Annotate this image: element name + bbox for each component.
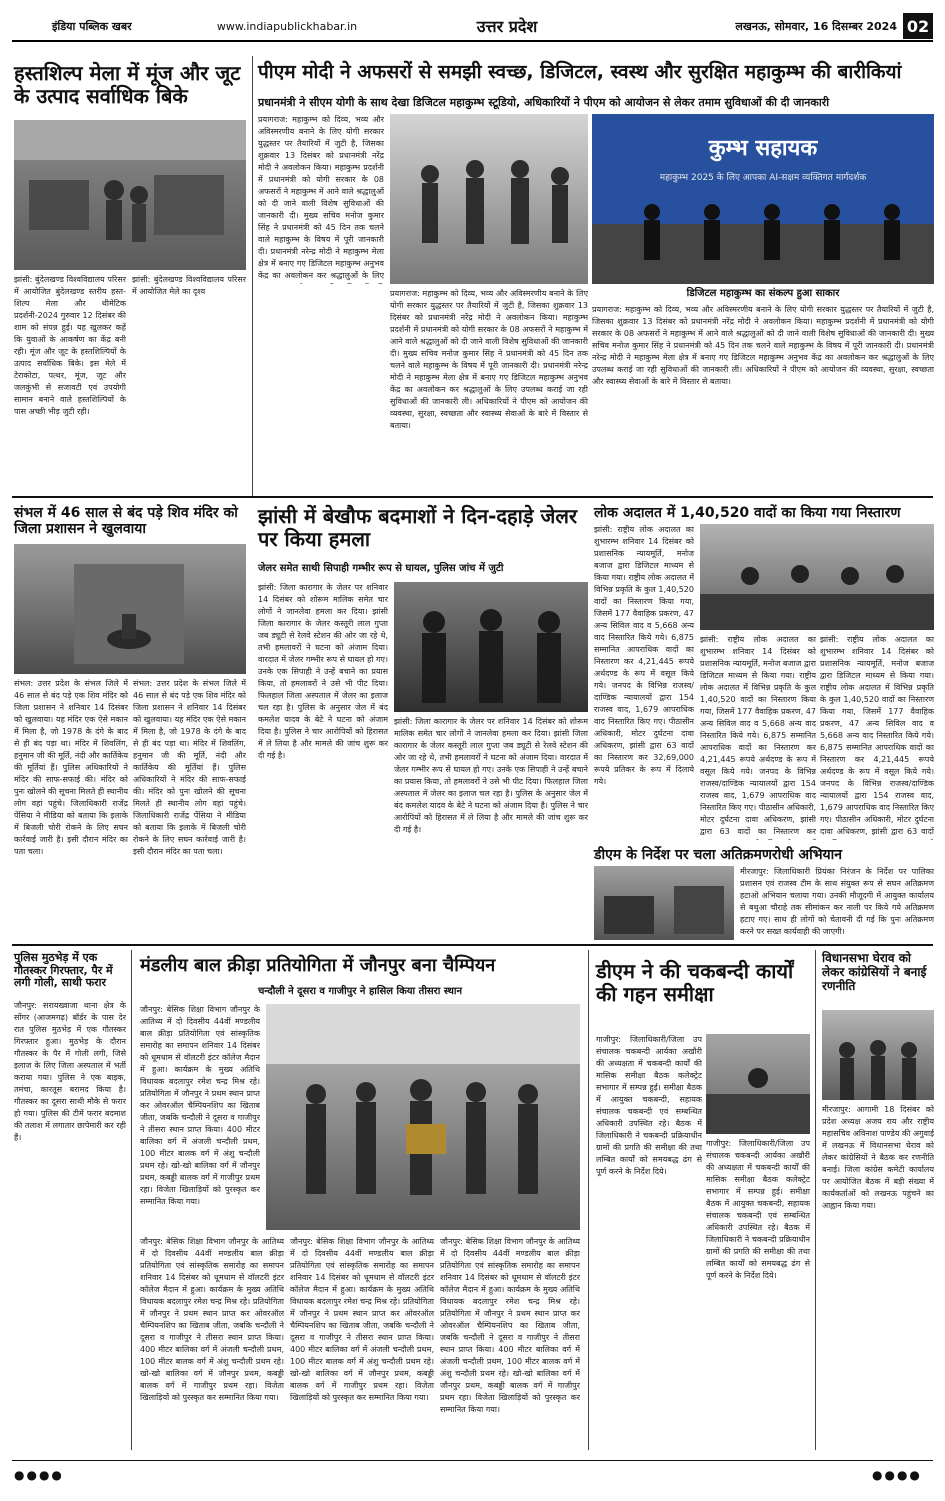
chakbandi-body-col1: गाजीपुर: जिलाधिकारी/जिला उप संचालक चकबन्दी आर्यका अखौरी की अध्यक्षता में चकबन्दी कार्यों की मासिक समीक्षा बैठक कलेक्ट्रेट सभागार में सम्पन्न हुई। समीक्षा बैठक में आयुक्त चकबन्दी, सहायक संचालक चकबन्दी एवं सम्बन्धित अधिकारी उपस्थित रहे। बैठक में जिलाधिकारी ने चकबन्दी प्रक्रियाधीन ग्रामों की प्रगति की समीक्षा की तथा लम्बित कार्यों को समयबद्ध ढंग से पूर्ण करने के निर्देश दिये।: [596, 1035, 702, 1176]
sambhal-photo-art: [14, 544, 246, 674]
sambhal-headline: संभल में 46 साल से बंद पड़े शिव मंदिर को जिला प्रशासन ने खुलवाया: [14, 505, 238, 538]
sports-photo: [266, 1004, 580, 1230]
kumbh-stage-art: [592, 114, 934, 284]
column-divider-4: [815, 950, 816, 1450]
column-divider-3: [588, 950, 589, 1450]
footer-dots-left: ●●●●: [14, 1468, 64, 1482]
pm-modi-caption: डिजिटल महाकुम्भ का संकल्प हुआ साकार: [686, 288, 840, 299]
sports-body-col3: जौनपुर: बेसिक शिक्षा विभाग जौनपुर के आतिथ्य में दो दिवसीय 44वीं मण्डलीय बाल क्रीड़ा प्रतियोगिता एवं सांस्कृतिक समारोह का समापन शनिवार 14 दिसंबर को धूमधाम से वॉलटरी इंटर कॉलेज मैदान में हुआ। कार्यक्रम के मुख्य अतिथि विधायक बदलापुर रमेश चन्द्र मिश्र रहे। प्रतियोगिता में जौनपुर ने प्रथम स्थान प्राप्त कर ओवरऑल चैम्पियनशिप का खिताब जीता, जबकि चन्दौली ने दूसरा व गाजीपुर ने तीसरा स्थान प्राप्त किया। 400 मीटर बालिका वर्ग में अंजली चन्दौली प्रथम, 100 मीटर बालक वर्ग में अंशु चन्दौली प्रथम रहे। खो-खो बालिका वर्ग में जौनपुर प्रथम, कबड्डी बालक वर्ग में गाजीपुर प्रथम रहा। विजेता खिलाड़ियों को पुरस्कृत कर सम्मानित किया गया।: [290, 1237, 434, 1402]
pm-modi-photo-art: [390, 114, 588, 284]
handicraft-headline: हस्तशिल्प मेला में मूंज और जूट के उत्पाद सर्वाधिक बिके: [14, 61, 241, 108]
chakbandi-body-col2: गाजीपुर: जिलाधिकारी/जिला उप संचालक चकबन्दी आर्यका अखौरी की अध्यक्षता में चकबन्दी कार्यों की मासिक समीक्षा बैठक कलेक्ट्रेट सभागार में सम्पन्न हुई। समीक्षा बैठक में आयुक्त चकबन्दी, सहायक संचालक चकबन्दी एवं सम्बन्धित अधिकारी उपस्थित रहे। बैठक में जिलाधिकारी ने चकबन्दी प्रक्रियाधीन ग्रामों की प्रगति की समीक्षा की तथा लम्बित कार्यों को समयबद्ध ढंग से पूर्ण करने के निर्देश दिये।: [706, 1139, 810, 1280]
lok-adalat-headline: लोक अदालत में 1,40,520 वादों का किया गया निस्तारण: [594, 505, 901, 521]
sambhal-temple-photo: [14, 544, 246, 674]
sports-body-col4: जौनपुर: बेसिक शिक्षा विभाग जौनपुर के आतिथ्य में दो दिवसीय 44वीं मण्डलीय बाल क्रीड़ा प्रतियोगिता एवं सांस्कृतिक समारोह का समापन शनिवार 14 दिसंबर को धूमधाम से वॉलटरी इंटर कॉलेज मैदान में हुआ। कार्यक्रम के मुख्य अतिथि विधायक बदलापुर रमेश चन्द्र मिश्र रहे। प्रतियोगिता में जौनपुर ने प्रथम स्थान प्राप्त कर ओवरऑल चैम्पियनशिप का खिताब जीता, जबकि चन्दौली ने दूसरा व गाजीपुर ने तीसरा स्थान प्राप्त किया। 400 मीटर बालिका वर्ग में अंजली चन्दौली प्रथम, 100 मीटर बालक वर्ग में अंशु चन्दौली प्रथम रहे। खो-खो बालिका वर्ग में जौनपुर प्रथम, कबड्डी बालक वर्ग में गाजीपुर प्रथम रहा। विजेता खिलाड़ियों को पुरस्कृत कर सम्मानित किया गया।: [440, 1237, 580, 1414]
lok-adalat-body-col2: झांसी: राष्ट्रीय लोक अदालत का शुभारम्भ शनिवार 14 दिसंबर को प्रशासनिक न्यायमूर्ति, मनोज बजाज द्वारा डिजिटल माध्यम से किया गया। राष्ट्रीय लोक अदालत में विभिन्न प्रकृति के कुल 1,40,520 वादों का निस्तारण किया गया, जिसमें 177 वैवाहिक प्रकरण, 47 अन्य सिविल वाद व 5,668 अन्य वाद निस्तारित किये गये। 6,875 सम्मानित आपराधिक वादों का निस्तारण कर 4,21,445 रूपये अर्थदण्ड के रूप में वसूल किये गये। जनपद के विभिन्न राजस्व/दाण्डिक न्यायालयों द्वारा 154 राजस्व वाद, 1,679 आपराधिक वाद निस्तारित किए गए। पीठासीन अधिकारी, मोटर दुर्घटना दावा अधिकरण, झांसी द्वारा 63 वादों का निस्तारण कर: [700, 635, 816, 836]
chakbandi-headline: डीएम ने की चकबन्दी कार्यों की गहन समीक्षा: [596, 959, 794, 1006]
jhansi-body-col2: झांसी: जिला कारागार के जेलर पर शनिवार 14 दिसंबर को शोरूम मालिक समेत चार लोगों ने जानलेवा हमला कर दिया। झांसी जिला कारागार के जेलर कस्तूरी लाल गुप्ता जब ड्यूटी से रेलवे स्टेशन की ओर जा रहे थे, तभी हमलावरों ने घटना को अंजाम दिया। वारदात में जेलर गम्भीर रूप से घायल हो गए। उनके एक सिपाही ने उन्हें बचाने का प्रयास किया, तो हमलावरों ने उसे भी पीट दिया। फिलहाल जिला अस्पताल में जेलर का इलाज चल रहा है। पुलिस के अनुसार जेल में बंद कमलेश यादव के बेटे ने घटना को अंजाम दिया है। पुलिस ने चार आरोपियों को हिरासत में ले लिया है और मामले की जांच शुरू कर दी गई है।: [394, 717, 588, 834]
pm-modi-body-col2: प्रयागराज: महाकुम्भ को दिव्य, भव्य और अविस्मरणीय बनाने के लिए योगी सरकार युद्धस्तर पर तैयारियों में जुटी है, जिसका शुक्रवार 13 दिसंबर को प्रधानमंत्री नरेंद्र मोदी ने अवलोकन किया। महाकुम्भ प्रदर्शनी में प्रधानमंत्री को योगी सरकार के 08 अफसरों ने महाकुम्भ में आने वाले श्रद्धालुओं को दी जाने वाली विशेष सुविधाओं की जानकारी दी। मुख्य सचिव मनोज कुमार सिंह ने प्रधानमंत्री को 45 दिन तक चलने वाले महाकुम्भ के विषय में पूरी जानकारी दी। प्रधानमंत्री नरेन्द्र मोदी ने महाकुम्भ मेला क्षेत्र में बनाए गए डिजिटल महाकुम्भ अनुभव केंद्र का अवलोकन कर श्रद्धालुओं के लिए उपलब्ध कराई जा रही सुविधाओं की जानकारी ली। अधिकारियों ने पीएम को आयोजन की व्यवस्था, सुरक्षा, स्वच्छता और स्वास्थ्य सेवाओं के बारे में विस्तार से बताया।: [390, 289, 588, 430]
kumbh-banner-title: कुम्भ सहायक: [708, 136, 818, 161]
footer-rule: [12, 1460, 933, 1461]
pm-modi-body-col3: प्रयागराज: महाकुम्भ को दिव्य, भव्य और अविस्मरणीय बनाने के लिए योगी सरकार युद्धस्तर पर तैयारियों में जुटी है, जिसका शुक्रवार 13 दिसंबर को प्रधानमंत्री नरेंद्र मोदी ने अवलोकन किया। महाकुम्भ प्रदर्शनी में प्रधानमंत्री को योगी सरकार के 08 अफसरों ने महाकुम्भ में आने वाले श्रद्धालुओं को दी जाने वाली विशेष सुविधाओं की जानकारी दी। मुख्य सचिव मनोज कुमार सिंह ने प्रधानमंत्री को 45 दिन तक चलने वाले महाकुम्भ के विषय में पूरी जानकारी दी। प्रधानमंत्री नरेन्द्र मोदी ने महाकुम्भ मेला क्षेत्र में बनाए गए डिजिटल महाकुम्भ अनुभव केंद्र का अवलोकन कर श्रद्धालुओं के लिए उपलब्ध कराई जा रही सुविधाओं की जानकारी ली। अधिकारियों ने पीएम को आयोजन की व्यवस्था, सुरक्षा, स्वच्छता और स्वास्थ्य सेवाओं के बारे में विस्तार से बताया।: [592, 305, 934, 386]
sambhal-body-col2: संभल: उत्तर प्रदेश के संभल जिले में 46 साल से बंद पड़े एक शिव मंदिर को जिला प्रशासन ने शनिवार 14 दिसंबर को खुलवाया। यह मंदिर एक ऐसे मकान में मिला है, जो 1978 के दंगे के बाद से ही बंद पड़ा था। मंदिर में शिवलिंग, हनुमान जी की मूर्ति, नंदी और कार्तिकेय की मूर्तियां हैं। पुलिस अधिकारियों ने मंदिर की साफ-सफाई की। मंदिर को पुनः खोलने की सूचना मिलते ही स्थानीय लोग वहां पहुंचे। जिलाधिकारी राजेंद्र पेंसिया ने मीडिया को बताया कि इलाके में बिजली चोरी रोकने के लिए सघन कार्रवाई जारी है। इसी दौरान मंदिर का पता चला।: [133, 679, 246, 856]
jhansi-body-col1: झांसी: जिला कारागार के जेलर पर शनिवार 14 दिसंबर को शोरूम मालिक समेत चार लोगों ने जानलेवा हमला कर दिया। झांसी जिला कारागार के जेलर कस्तूरी लाल गुप्ता जब ड्यूटी से रेलवे स्टेशन की ओर जा रहे थे, तभी हमलावरों ने घटना को अंजाम दिया। वारदात में जेलर गम्भीर रूप से घायल हो गए। उनके एक सिपाही ने उन्हें बचाने का प्रयास किया, तो हमलावरों ने उसे भी पीट दिया। फिलहाल जिला अस्पताल में जेलर का इलाज चल रहा है। पुलिस के अनुसार जेल में बंद कमलेश यादव के बेटे ने घटना को अंजाम दिया है। पुलिस ने चार आरोपियों को हिरासत में ले लिया है और मामले की जांच शुरू कर दी गई है।: [258, 583, 388, 760]
handicraft-photo-art: [14, 120, 246, 270]
sports-photo-art: [266, 1004, 580, 1230]
congress-photo: [822, 1010, 934, 1100]
column-divider-2: [131, 950, 132, 1450]
lok-adalat-photo-art: [700, 524, 934, 630]
arrest-body: जौनपुर: सरायख्वाजा थाना क्षेत्र के सोंगर (आजमगढ़) बॉर्डर के पास देर रात पुलिस मुठभेड़ में एक गौतस्कर गिरफ्तार हुआ। मुठभेड़ के दौरान गौतस्कर के पैर में गोली लगी, जिसे इलाज के लिए जिला अस्पताल में भर्ती कराया गया। पुलिस ने एक बाइक, तमंचा, कारतूस बरामद किया है। गौतस्कर का दूसरा साथी मौके से फरार हो गया। पुलिस की टीमें फरार बदमाश की तलाश में लगातार छापेमारी कर रही हैं।: [14, 1001, 126, 1142]
sports-headline: मंडलीय बाल क्रीड़ा प्रतियोगिता में जौनपुर बना चैम्पियन: [140, 955, 496, 976]
sports-body-col1: जौनपुर: बेसिक शिक्षा विभाग जौनपुर के आतिथ्य में दो दिवसीय 44वीं मण्डलीय बाल क्रीड़ा प्रतियोगिता एवं सांस्कृतिक समारोह का समापन शनिवार 14 दिसंबर को धूमधाम से वॉलटरी इंटर कॉलेज मैदान में हुआ। कार्यक्रम के मुख्य अतिथि विधायक बदलापुर रमेश चन्द्र मिश्र रहे। प्रतियोगिता में जौनपुर ने प्रथम स्थान प्राप्त कर ओवरऑल चैम्पियनशिप का खिताब जीता, जबकि चन्दौली ने दूसरा व गाजीपुर ने तीसरा स्थान प्राप्त किया। 400 मीटर बालिका वर्ग में अंजली चन्दौली प्रथम, 100 मीटर बालक वर्ग में अंशु चन्दौली प्रथम रहे। खो-खो बालिका वर्ग में जौनपुर प्रथम, कबड्डी बालक वर्ग में गाजीपुर प्रथम रहा। विजेता खिलाड़ियों को पुरस्कृत कर सम्मानित किया गया।: [140, 1005, 260, 1206]
section-divider-2: [12, 944, 933, 946]
publication-name: इंडिया पब्लिक खबर: [52, 19, 132, 33]
section-divider: [12, 496, 933, 498]
encroachment-photo: [594, 866, 734, 940]
sambhal-body-col1: संभल: उत्तर प्रदेश के संभल जिले में 46 साल से बंद पड़े एक शिव मंदिर को जिला प्रशासन ने शनिवार 14 दिसंबर को खुलवाया। यह मंदिर एक ऐसे मकान में मिला है, जो 1978 के दंगे के बाद से ही बंद पड़ा था। मंदिर में शिवलिंग, हनुमान जी की मूर्ति, नंदी और कार्तिकेय की मूर्तियां हैं। पुलिस अधिकारियों ने मंदिर की साफ-सफाई की। मंदिर को पुनः खोलने की सूचना मिलते ही स्थानीय लोग वहां पहुंचे। जिलाधिकारी राजेंद्र पेंसिया ने मीडिया को बताया कि इलाके में बिजली चोरी रोकने के लिए सघन कार्रवाई जारी है। इसी दौरान मंदिर का पता चला।: [14, 679, 128, 856]
handicraft-caption: झांसी: बुंदेलखण्ड विश्वविद्यालय परिसर में आयोजित मेले का दृश्य: [132, 275, 246, 296]
congress-photo-art: [822, 1010, 934, 1100]
sports-subheadline: चन्दौली ने दूसरा व गाजीपुर ने हासिल किया तीसरा स्थान: [257, 986, 463, 997]
handicraft-photo: [14, 120, 246, 270]
kumbh-sahayak-photo: [592, 114, 934, 284]
arrest-headline: पुलिस मुठभेड़ में एक गौतस्कर गिरफ्तार, पैर में लगी गोली, साथी फरार: [14, 951, 113, 990]
lok-adalat-body-col3: झांसी: राष्ट्रीय लोक अदालत का शुभारम्भ शनिवार 14 दिसंबर को प्रशासनिक न्यायमूर्ति, मनोज बजाज द्वारा डिजिटल माध्यम से किया गया। राष्ट्रीय लोक अदालत में विभिन्न प्रकृति के कुल 1,40,520 वादों का निस्तारण किया गया, जिसमें 177 वैवाहिक प्रकरण, 47 अन्य सिविल वाद व 5,668 अन्य वाद निस्तारित किये गये। 6,875 सम्मानित आपराधिक वादों का निस्तारण कर 4,21,445 रूपये अर्थदण्ड के रूप में वसूल किये गये। जनपद के विभिन्न राजस्व/दाण्डिक न्यायालयों द्वारा 154 राजस्व वाद, 1,679 आपराधिक वाद निस्तारित किए गए। पीठासीन अधिकारी, मोटर दुर्घटना दावा अधिकरण, झांसी द्वारा 63 वादों: [820, 635, 934, 836]
chakbandi-photo: [706, 1034, 810, 1134]
jhansi-photo: [394, 582, 588, 712]
encroachment-photo-art: [594, 866, 734, 940]
encroachment-headline: डीएम के निर्देश पर चला अतिक्रमणरोधी अभियान: [594, 847, 843, 863]
masthead-strip: [12, 12, 933, 42]
page-number-badge: 02: [903, 13, 933, 39]
pm-modi-body-col1: प्रयागराज: महाकुम्भ को दिव्य, भव्य और अविस्मरणीय बनाने के लिए योगी सरकार युद्धस्तर पर तैयारियों में जुटी है, जिसका शुक्रवार 13 दिसंबर को प्रधानमंत्री नरेंद्र मोदी ने अवलोकन किया। महाकुम्भ प्रदर्शनी में प्रधानमंत्री को योगी सरकार के 08 अफसरों ने महाकुम्भ में आने वाले श्रद्धालुओं को दी जाने वाली विशेष सुविधाओं की जानकारी दी। मुख्य सचिव मनोज कुमार सिंह ने प्रधानमंत्री को 45 दिन तक चलने वाले महाकुम्भ के विषय में पूरी जानकारी दी। प्रधानमंत्री नरेन्द्र मोदी ने महाकुम्भ मेला क्षेत्र में बनाए गए डिजिटल महाकुम्भ अनुभव केंद्र का अवलोकन कर श्रद्धालुओं के लिए: [258, 115, 384, 280]
lok-adalat-body-col1: झांसी: राष्ट्रीय लोक अदालत का शुभारम्भ शनिवार 14 दिसंबर को प्रशासनिक न्यायमूर्ति, मनोज बजाज द्वारा डिजिटल माध्यम से किया गया। राष्ट्रीय लोक अदालत में विभिन्न प्रकृति के कुल 1,40,520 वादों का निस्तारण किया गया, जिसमें 177 वैवाहिक प्रकरण, 47 अन्य सिविल वाद व 5,668 अन्य वाद निस्तारित किये गये। 6,875 सम्मानित आपराधिक वादों का निस्तारण कर 4,21,445 रूपये अर्थदण्ड के रूप में वसूल किये गये। जनपद के विभिन्न राजस्व/दाण्डिक न्यायालयों द्वारा 154 राजस्व वाद, 1,679 आपराधिक वाद निस्तारित किए गए। पीठासीन अधिकारी, मोटर दुर्घटना दावा अधिकरण, झांसी द्वारा 63 वादों का निस्तारण कर 32,69,000 रूपये प्रतिकर के रूप में दिलाये गये।: [594, 525, 694, 786]
jhansi-headline: झांसी में बेखौफ बदमाशों ने दिन-दहाड़े जेलर पर किया हमला: [258, 504, 578, 551]
pm-modi-subheadline: प्रधानमंत्री ने सीएम योगी के साथ देखा डिजिटल महाकुम्भ स्टूडियो, अधिकारियों ने पीएम को आयोजन से लेकर तमाम सुविधाओं की दी जानकारी: [258, 96, 830, 109]
pm-modi-photo: [390, 114, 588, 284]
kumbh-banner-tagline: महाकुम्भ 2025 के लिए आपका AI-सक्षम व्यक्तिगत मार्गदर्शक: [659, 173, 867, 183]
congress-body: मीरजापुर: आगामी 18 दिसंबर को प्रदेश अध्यक्ष अजय राय और राष्ट्रीय महासचिव अविनाश पाण्डेय की अगुवाई में लखनऊ में विधानसभा घेराव को लेकर कांग्रेसियों ने बैठक कर रणनीति बनाई। जिला कांग्रेस कमेटी कार्यालय पर आयोजित बैठक में बड़ी संख्या में कार्यकर्ताओं को लखनऊ पहुंचने का आह्वान किया गया।: [822, 1105, 934, 1210]
jhansi-subheadline: जेलर समेत साथी सिपाही गम्भीर रूप से घायल, पुलिस जांच में जुटी: [258, 563, 504, 574]
encroachment-body: मीरजापुर: जिलाधिकारी प्रियंका निरंजन के निर्देश पर पालिका प्रशासन एवं राजस्व टीम के साथ संयुक्त रूप से सघन अतिक्रमण हटाओ अभियान चलाया गया। उनकी मौजूदगी में आयुक्त कार्यालय से बथुआ चौराहे तक सीमांकन कर नाली पर किये गये अतिक्रमण हटाए गए। साथ ही लोगों को चेतावनी दी गई कि पुनः अतिक्रमण करने पर सख्त कार्यवाही की जाएगी।: [740, 867, 934, 936]
congress-headline: विधानसभा घेराव को लेकर कांग्रेसियों ने बनाई रणनीति: [822, 951, 927, 993]
sports-body-col2: जौनपुर: बेसिक शिक्षा विभाग जौनपुर के आतिथ्य में दो दिवसीय 44वीं मण्डलीय बाल क्रीड़ा प्रतियोगिता एवं सांस्कृतिक समारोह का समापन शनिवार 14 दिसंबर को धूमधाम से वॉलटरी इंटर कॉलेज मैदान में हुआ। कार्यक्रम के मुख्य अतिथि विधायक बदलापुर रमेश चन्द्र मिश्र रहे। प्रतियोगिता में जौनपुर ने प्रथम स्थान प्राप्त कर ओवरऑल चैम्पियनशिप का खिताब जीता, जबकि चन्दौली ने दूसरा व गाजीपुर ने तीसरा स्थान प्राप्त किया। 400 मीटर बालिका वर्ग में अंजली चन्दौली प्रथम, 100 मीटर बालक वर्ग में अंशु चन्दौली प्रथम रहे। खो-खो बालिका वर्ग में जौनपुर प्रथम, कबड्डी बालक वर्ग में गाजीपुर प्रथम रहा। विजेता खिलाड़ियों को पुरस्कृत कर सम्मानित किया गया।: [140, 1237, 284, 1402]
section-title: उत्तर प्रदेश: [476, 17, 538, 36]
column-divider: [252, 56, 253, 496]
website-url[interactable]: www.indiapublickhabar.in: [216, 19, 358, 33]
pm-modi-headline: पीएम मोदी ने अफसरों से समझी स्वच्छ, डिजिटल, स्वस्थ और सुरक्षित महाकुम्भ की बारीकियां: [258, 61, 902, 83]
footer-dots-right: ●●●●: [872, 1468, 922, 1482]
jhansi-photo-art: [394, 582, 588, 712]
handicraft-body: झांसी: बुंदेलखण्ड विश्वविद्यालय परिसर में आयोजित बुंदेलखण्ड स्तरीय हस्त-शिल्प मेला और थीमेटिक प्रदर्शनी-2024 गुरुवार 12 दिसंबर की शाम को संपन्न हुई। यह खुलकर कहें कि युवाओं के आकर्षण का केंद्र बनी रही। मूंज और जूट के हस्तशिल्पियों के उत्पाद सर्वाधिक बिके। इस मेले में टेराकोटा, पत्थर, मूंज, जूट और जलकुंभी से सजावटी एवं उपयोगी सामान बनाने वाले हस्तशिल्पियों के पास अच्छी भीड़ जुटी रही।: [14, 275, 126, 416]
dateline: लखनऊ, सोमवार, 16 दिसम्बर 2024: [735, 19, 897, 33]
lok-adalat-photo: [700, 524, 934, 630]
chakbandi-photo-art: [706, 1034, 810, 1134]
